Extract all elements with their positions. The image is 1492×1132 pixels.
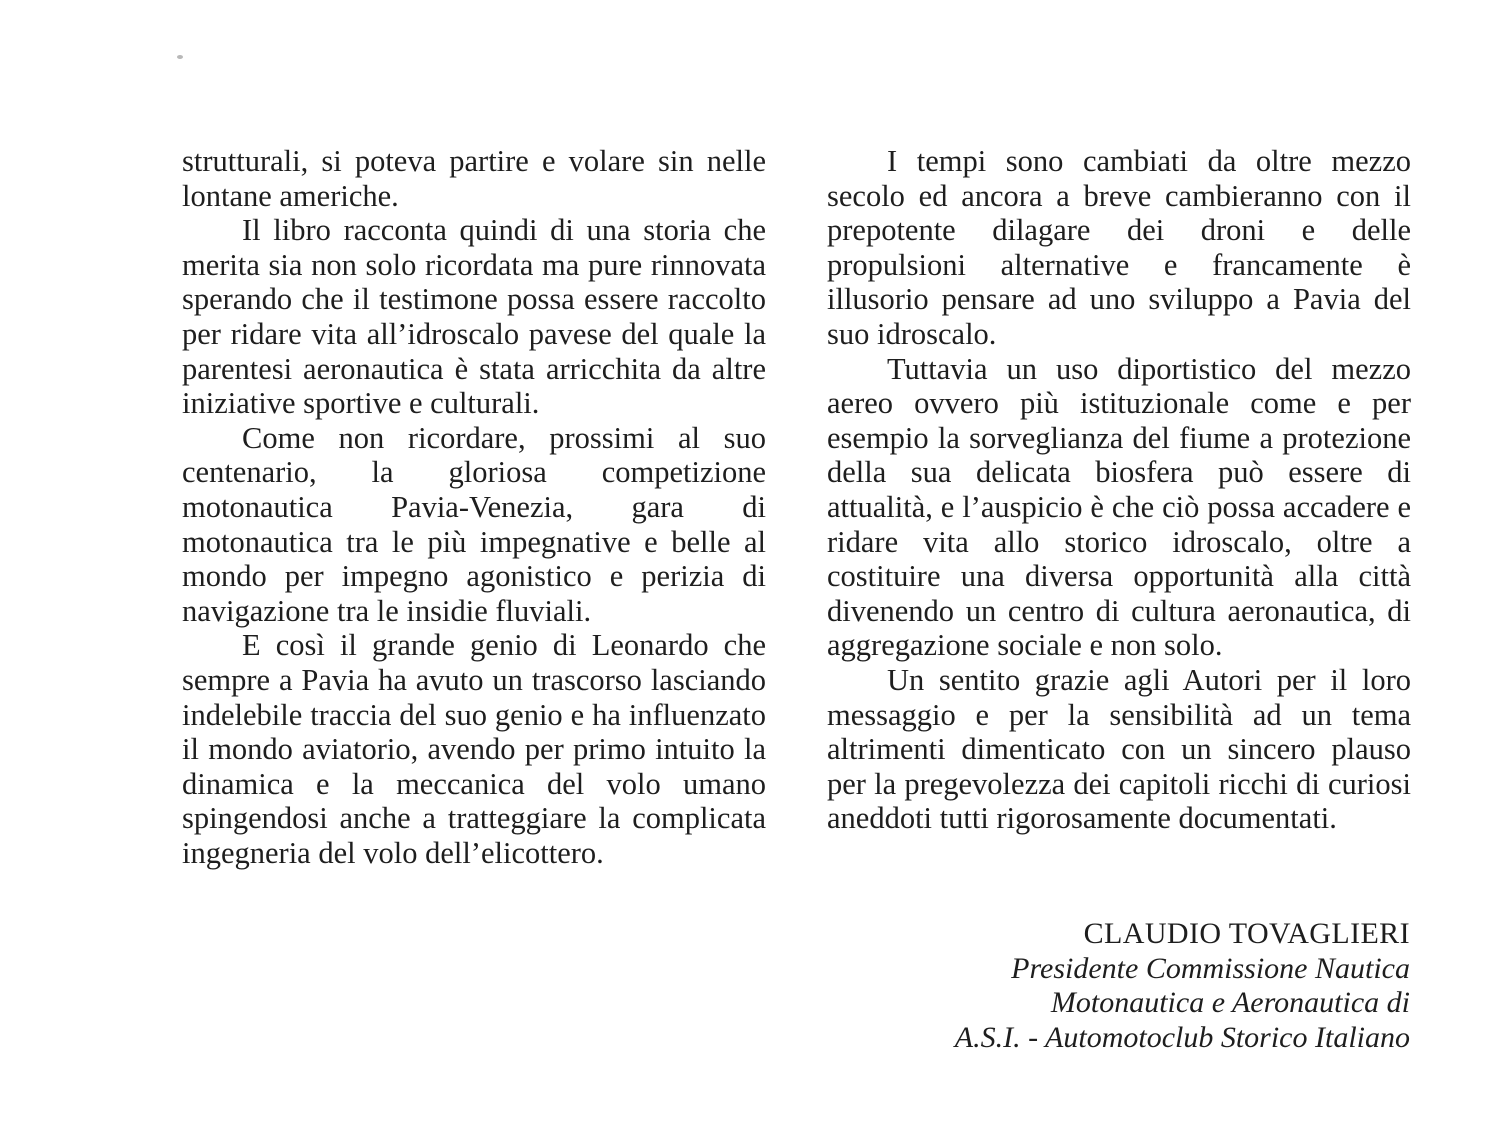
signature-role-line: A.S.I. - Automotoclub Storico Italiano (954, 1020, 1410, 1054)
right-text-column (827, 144, 1411, 836)
signature-role-line: Presidente Commissione Nautica (1011, 951, 1410, 985)
scan-speck (177, 55, 183, 59)
paragraph: Come non ricordare, prossimi al suo centenario, la gloriosa competizione motonautica Pavia-Venezia, gara di motonautica tra le più impegnative e belle al mondo per impegno agonistico e perizia di navigazione tra le insidie fluviali. (182, 420, 766, 628)
paragraph: Il libro racconta quindi di una storia che merita sia non solo ricordata ma pure rinnovata sperando che il testimone possa essere raccolto per ridare vita all’idroscalo pavese del quale la parentesi aeronautica è stata arricchita da altre iniziative sportive e culturali. (182, 213, 766, 421)
signature-name: CLAUDIO TOVAGLIERI (1083, 917, 1410, 950)
paragraph: I tempi sono cambiati da oltre mezzo secolo ed ancora a breve cambieranno con il prepotente dilagare dei droni e delle propulsioni alternative e francamente è illusorio pensare ad uno sviluppo a Pavia del suo idroscalo. (827, 144, 1411, 351)
paragraph: Un sentito grazie agli Autori per il loro messaggio e per la sensibilità ad un tema altrimenti dimenticato con un sincero plauso per la pregevolezza dei capitoli ricchi di curiosi aneddoti tutti rigorosamente documentati. (827, 662, 1411, 836)
paragraph: Tuttavia un uso diportistico del mezzo aereo ovvero più istituzionale come e per esempio la sorveglianza del fiume a protezione della sua delicata biosfera può essere di attualità, e l’auspicio è che ciò possa accadere e ridare vita allo storico idroscalo, oltre a costituire una diversa opportunità alla città divenendo un centro di cultura aeronautica, di aggregazione sociale e non solo. (827, 351, 1411, 663)
signature-block (955, 917, 1410, 1055)
paragraph: strutturali, si poteva partire e volare sin nelle lontane americhe. (182, 144, 766, 213)
signature-role-line: Motonautica e Aeronautica di (1050, 986, 1410, 1019)
paragraph: E così il grande genio di Leonardo che sempre a Pavia ha avuto un trascorso lasciando indelebile traccia del suo genio e ha influenzato il mondo aviatorio, avendo per primo intuito la dinamica e la meccanica del volo umano spingendosi anche a tratteggiare la complicata ingegneria del volo dell’elicottero. (182, 628, 766, 870)
left-text-column (182, 144, 766, 870)
